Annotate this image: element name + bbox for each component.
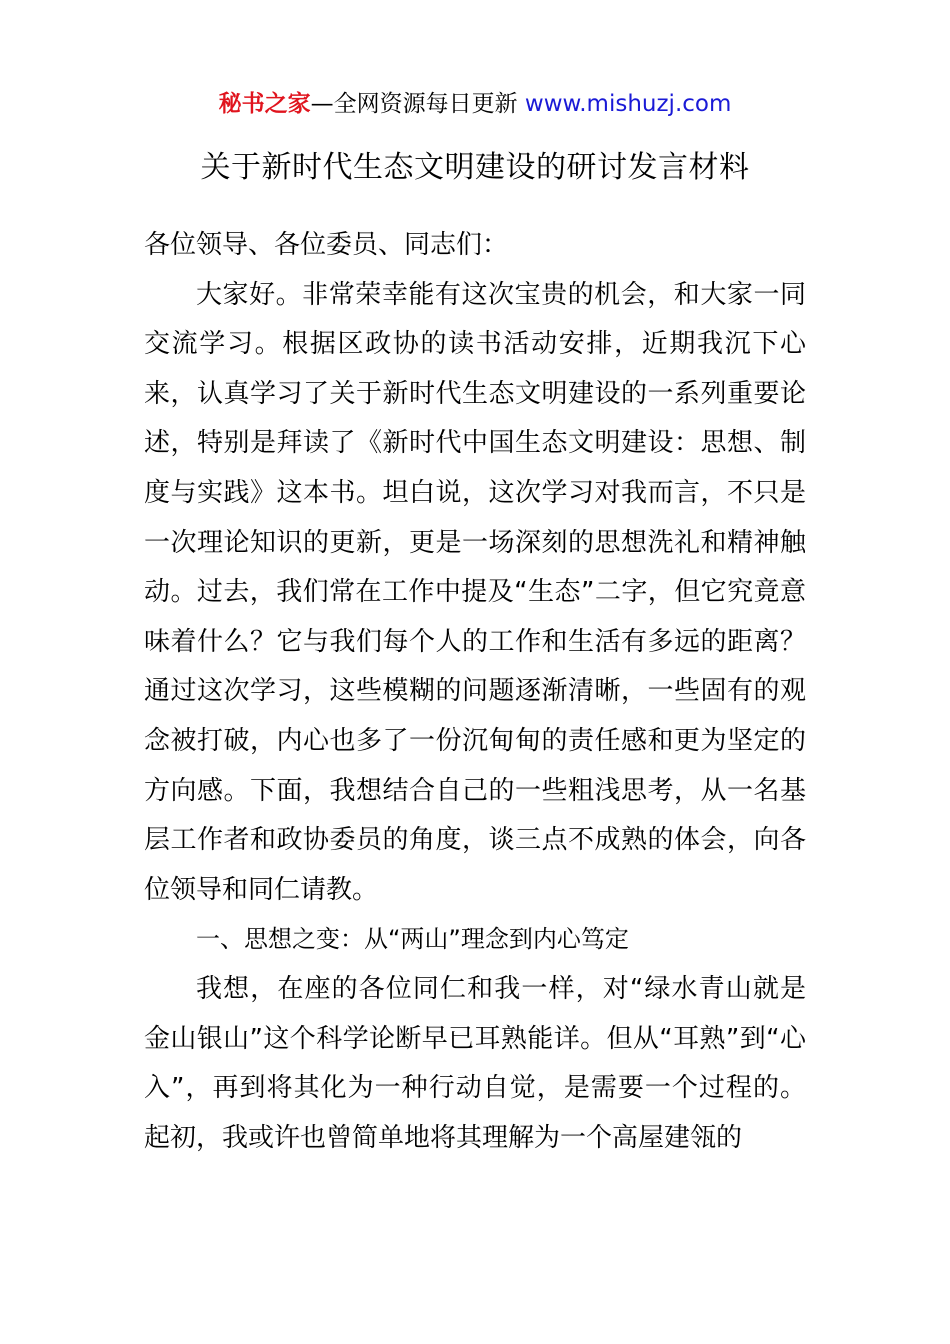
- document-body: [144, 221, 806, 1163]
- site-slogan: —全网资源每日更新: [310, 91, 518, 117]
- site-banner: [0, 86, 950, 122]
- salutation: 各位领导、各位委员、同志们：: [144, 230, 509, 260]
- intro-paragraph: 大家好。非常荣幸能有这次宝贵的机会，和大家一同交流学习。根据区政协的读书活动安排，近期我沉下心来，认真学习了关于新时代生态文明建设的一系列重要论述，特别是拜读了《新时代中国生态文明建设：思想、制度与实践》这本书。坦白说，这次学习对我而言，不只是一次理论知识的更新，更是一场深刻的思想洗礼和精神触动。过去，我们常在工作中提及“生态”二字，但它究竟意味着什么？它与我们每个人的工作和生活有多远的距离？通过这次学习，这些模糊的问题逐渐清晰，一些固有的观念被打破，内心也多了一份沉甸甸的责任感和更为坚定的方向感。下面，我想结合自己的一些粗浅思考，从一名基层工作者和政协委员的角度，谈三点不成熟的体会，向各位领导和同仁请教。: [144, 279, 806, 905]
- section-heading: 一、思想之变：从“两山”理念到内心笃定: [196, 925, 629, 954]
- section-paragraph: 我想，在座的各位同仁和我一样，对“绿水青山就是金山银山”这个科学论断早已耳熟能详。但从“耳熟”到“心入”，再到将其化为一种行动自觉，是需要一个过程的。起初，我或许也曾简单地将其理解为一个高屋建瓴的: [144, 973, 806, 1153]
- site-url-link[interactable]: www.mishuzj.com: [524, 91, 732, 117]
- site-brand: 秘书之家: [218, 91, 311, 117]
- document-title: 关于新时代生态文明建设的研讨发言材料: [200, 150, 750, 185]
